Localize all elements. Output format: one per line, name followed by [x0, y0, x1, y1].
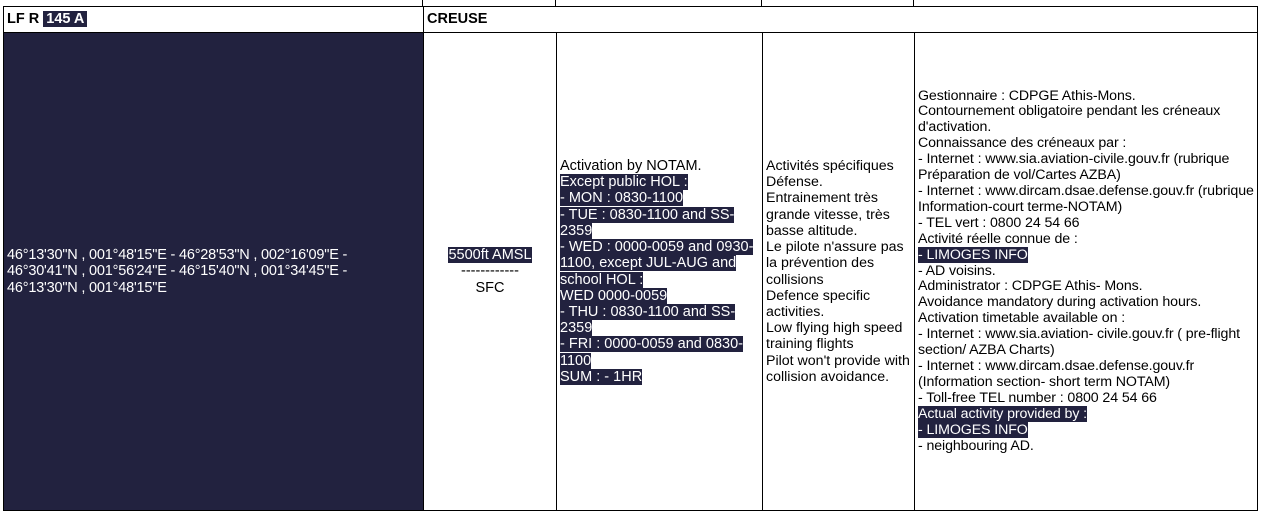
area-name [424, 7, 1258, 33]
vertical-limits-cell [424, 33, 557, 511]
area-details-row [4, 33, 1258, 511]
activation-line: - TUE : 0830-1100 and SS-2359 [560, 206, 735, 239]
remark-line: - Internet : www.sia.aviation- civile.gouv.fr ( pre-flight section/ AZBA Charts) [918, 326, 1240, 359]
fr-neighbour-ad: - AD voisins. [918, 262, 996, 279]
activation-line: - THU : 0830-1100 and SS-2359 [560, 303, 736, 337]
remark-line: Activité réelle connue de : [918, 230, 1078, 247]
activity-line: Le pilote n'assure pas la prévention des collisions [766, 239, 904, 288]
activation-line: Except public HOL : [560, 174, 688, 191]
activation-cell [557, 33, 763, 511]
en-limoges-info: - LIMOGES INFO [918, 421, 1028, 438]
remark-line: - Toll-free TEL number : 0800 24 54 66 [918, 389, 1157, 406]
activity-line: Pilot won't provide with collision avoidance. [766, 352, 910, 385]
area-identifier [4, 7, 424, 33]
remarks-cell [915, 33, 1258, 511]
remark-line: - Internet : www.sia.aviation-civile.gouv.fr (rubrique Préparation de vol/Cartes AZBA) [918, 151, 1230, 184]
upper-limit: 5500ft AMSL [448, 247, 532, 264]
area-ident-badge: 145 A [43, 11, 87, 27]
area-prefix: LF R [7, 11, 40, 28]
area-name-text: CREUSE [427, 11, 488, 28]
remark-line: Contournement obligatoire pendant les créneaux d'activation. [918, 103, 1221, 136]
area-header-row [4, 7, 1258, 33]
remark-line: - TEL vert : 0800 24 54 66 [918, 214, 1080, 231]
restricted-area-table [3, 6, 1258, 511]
activation-line: SUM : - 1HR [560, 368, 643, 385]
remark-line: Avoidance mandatory during activation hours. [918, 294, 1202, 311]
remark-line: - Internet : www.dircam.dsae.defense.gouv.fr (rubrique Information-court terme-NOTAM) [918, 183, 1254, 215]
fr-limoges-info: - LIMOGES INFO [918, 246, 1028, 263]
activity-line: Low flying high speed training flights [766, 320, 903, 353]
remark-line: Gestionnaire : CDPGE Athis-Mons. [918, 87, 1136, 104]
activity-type-cell [763, 33, 915, 511]
remark-line: Connaissance des créneaux par : [918, 135, 1127, 152]
limit-separator: ------------ [461, 263, 519, 280]
activity-line: Defence specific activities. [766, 287, 871, 320]
activation-intro: Activation by NOTAM. [560, 158, 702, 175]
remark-line: - Internet : www.dircam.dsae.defense.gouv.fr (Information section- short term NOTAM) [918, 357, 1195, 390]
activation-line: - FRI : 0000-0059 and 0830-1100 [560, 336, 743, 369]
en-actual-activity: Actual activity provided by : [918, 405, 1088, 422]
activation-line: - WED : 0000-0059 and 0930-1100, except JUL-AUG and school HOL : [560, 239, 754, 288]
lower-limit: SFC [475, 279, 505, 296]
lateral-limits-cell [4, 33, 424, 511]
activation-line: - MON : 0830-1100 [560, 190, 684, 207]
activation-line: WED 0000-0059 [560, 287, 668, 304]
remark-line: Activation timetable available on : [918, 310, 1126, 327]
lateral-limits-text: 46°13'30"N , 001°48'15"E - 46°28'53"N , 002°16'09"E - 46°30'41"N , 001°56'24"E - 46°15'40"N , 001°34'45"E - 46°13'30"N , 001°48'15"E [7, 247, 348, 296]
activity-line: Entrainement très grande vitesse, très basse altitude. [766, 190, 890, 239]
en-neighbour-ad: - neighbouring AD. [918, 437, 1034, 454]
activity-line: Activités spécifiques Défense. [766, 158, 894, 191]
remark-line: Administrator : CDPGE Athis- Mons. [918, 278, 1143, 295]
